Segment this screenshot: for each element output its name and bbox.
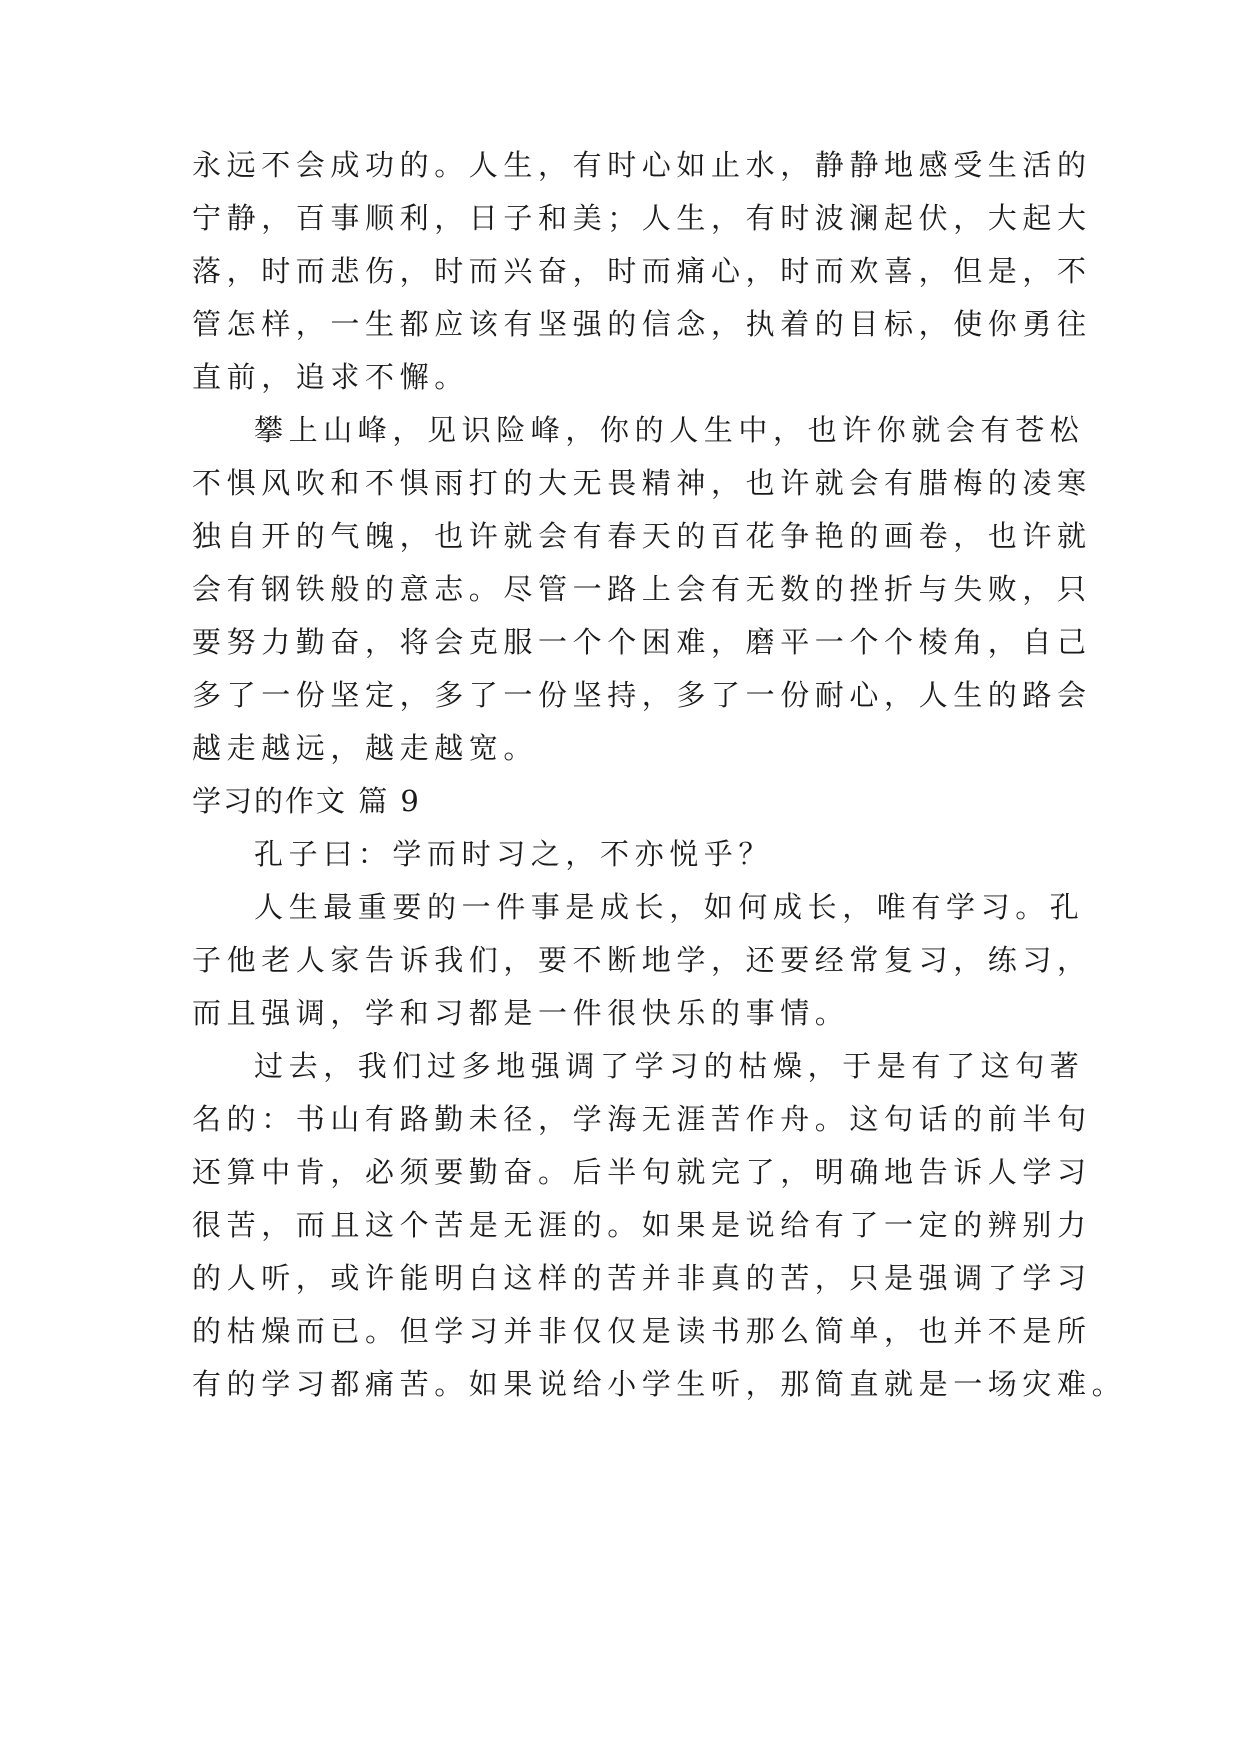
text-line: 管怎样，一生都应该有坚强的信念，执着的目标，使你勇往 — [192, 307, 1092, 341]
text-line: 人生最重要的一件事是成长，如何成长，唯有学习。孔 — [254, 890, 1085, 924]
text-line: 过去，我们过多地强调了学习的枯燥，于是有了这句著 — [254, 1049, 1085, 1083]
text-line: 不惧风吹和不惧雨打的大无畏精神，也许就会有腊梅的凌寒 — [192, 466, 1092, 500]
text-line: 永远不会成功的。人生，有时心如止水，静静地感受生活的 — [192, 148, 1092, 182]
text-line: 攀上山峰，见识险峰，你的人生中，也许你就会有苍松 — [254, 413, 1085, 447]
text-line: 名的：书山有路勤未径，学海无涯苦作舟。这句话的前半句 — [192, 1102, 1092, 1136]
text-line: 孔子曰：学而时习之，不亦悦乎？ — [254, 837, 774, 871]
text-line: 独自开的气魄，也许就会有春天的百花争艳的画卷，也许就 — [192, 519, 1092, 553]
text-line: 很苦，而且这个苦是无涯的。如果是说给有了一定的辨别力 — [192, 1208, 1092, 1242]
text-line: 宁静，百事顺利，日子和美；人生，有时波澜起伏，大起大 — [192, 201, 1092, 235]
section-heading: 学习的作文 篇 9 — [192, 784, 421, 818]
text-line: 直前，追求不懈。 — [192, 360, 469, 394]
text-line: 而且强调，学和习都是一件很快乐的事情。 — [192, 996, 850, 1030]
text-line: 子他老人家告诉我们，要不断地学，还要经常复习，练习， — [192, 943, 1092, 977]
text-line: 还算中肯，必须要勤奋。后半句就完了，明确地告诉人学习 — [192, 1155, 1092, 1189]
text-line: 越走越远，越走越宽。 — [192, 731, 539, 765]
text-line: 多了一份坚定，多了一份坚持，多了一份耐心，人生的路会 — [192, 678, 1092, 712]
text-line: 要努力勤奋，将会克服一个个困难，磨平一个个棱角，自己 — [192, 625, 1092, 659]
text-line: 的人听，或许能明白这样的苦并非真的苦，只是强调了学习 — [192, 1261, 1092, 1295]
text-line: 落，时而悲伤，时而兴奋，时而痛心，时而欢喜，但是，不 — [192, 254, 1092, 288]
text-line: 有的学习都痛苦。如果说给小学生听，那简直就是一场灾难。 — [192, 1367, 1127, 1401]
text-line: 会有钢铁般的意志。尽管一路上会有无数的挫折与失败，只 — [192, 572, 1092, 606]
text-line: 的枯燥而已。但学习并非仅仅是读书那么简单，也并不是所 — [192, 1314, 1092, 1348]
